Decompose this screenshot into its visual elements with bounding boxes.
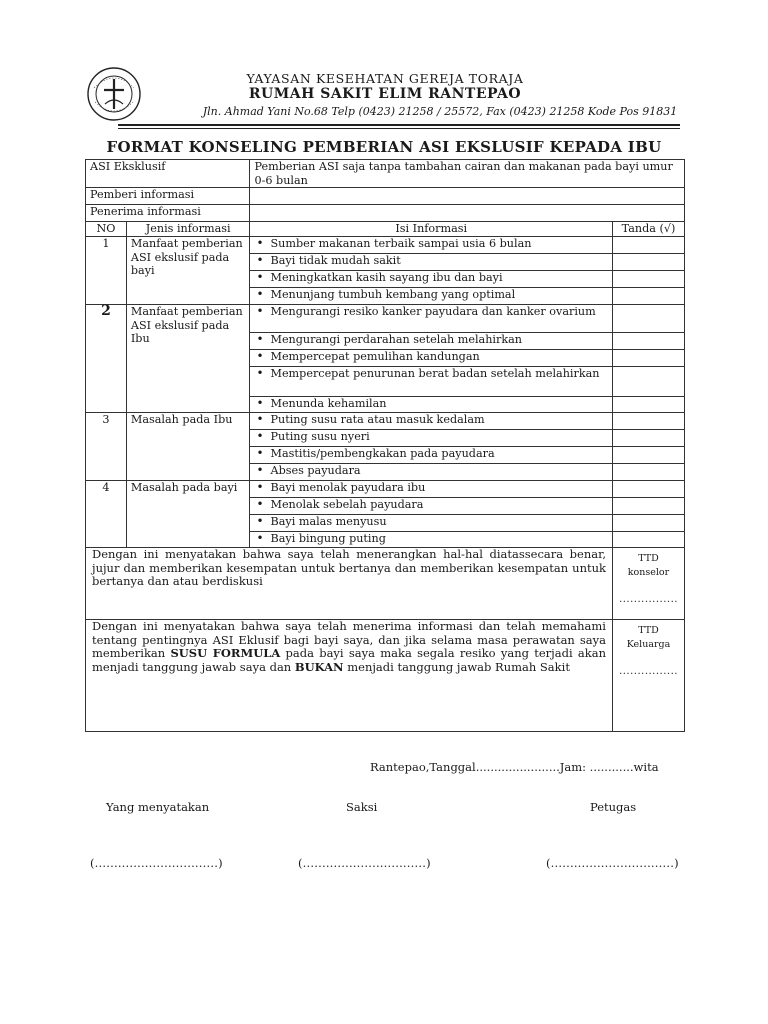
family-statement — [86, 620, 613, 732]
asi-label: ASI Eksklusif — [86, 160, 250, 188]
foundation-name: YAYASAN KESEHATAN GEREJA TORAJA — [246, 71, 524, 86]
signer-signature-line[interactable]: (................................) — [90, 856, 223, 870]
asi-definition: Pemberian ASI saja tanpa tambahan cairan dan makanan pada bayi umur 0-6 bulan — [250, 160, 685, 188]
info-item: • Bayi bingung puting — [250, 532, 613, 548]
counseling-form-table — [85, 159, 685, 732]
signature-dots: ................ — [619, 666, 678, 677]
check-cell[interactable] — [613, 333, 685, 350]
col-no: NO — [86, 222, 127, 237]
statement-text: pada bayi saya maka segala resiko yang terjadi akan menjadi tanggung jawab saya dan — [92, 646, 606, 674]
document-title: FORMAT KONSELING PEMBERIAN ASI EKSLUSIF KEPADA IBU — [106, 138, 662, 156]
check-cell[interactable] — [613, 305, 685, 333]
officer-label: Petugas — [590, 800, 637, 814]
counselor-statement: Dengan ini menyatakan bahwa saya telah menerangkan hal-hal diatassecara benar, jujur dan memberikan kesempatan untuk bertanya dan memberikan kesempatan untuk bertanya dan atau berdiskusi — [86, 548, 613, 620]
letterhead — [80, 64, 690, 132]
pemberi-label: Pemberi informasi — [86, 188, 250, 205]
check-cell[interactable] — [613, 367, 685, 397]
header-rule-thin — [118, 128, 680, 129]
penerima-field[interactable] — [250, 205, 685, 222]
check-cell[interactable] — [613, 288, 685, 305]
info-item: • Menunda kehamilan — [250, 397, 613, 413]
section-no: 3 — [86, 413, 127, 481]
col-jenis: Jenis informasi — [126, 222, 250, 237]
counselor-statement-row — [86, 548, 685, 620]
check-cell[interactable] — [613, 397, 685, 413]
info-item: • Mengurangi resiko kanker payudara dan kanker ovarium — [250, 305, 613, 333]
info-item: • Bayi menolak payudara ibu — [250, 481, 613, 498]
asi-definition-row — [86, 160, 685, 188]
pemberi-row — [86, 188, 685, 205]
statement-bold: BUKAN — [294, 659, 344, 674]
ttd-title: TTD — [638, 625, 659, 636]
family-signature-cell[interactable] — [613, 620, 685, 732]
section-jenis: Manfaat pemberian ASI ekslusif pada Ibu — [126, 305, 250, 413]
witness-signature-line[interactable]: (................................) — [298, 856, 431, 870]
penerima-label: Penerima informasi — [86, 205, 250, 222]
check-cell[interactable] — [613, 447, 685, 464]
check-cell[interactable] — [613, 430, 685, 447]
check-cell[interactable] — [613, 481, 685, 498]
counselor-signature-cell[interactable] — [613, 548, 685, 620]
info-item: • Mastitis/pembengkakan pada payudara — [250, 447, 613, 464]
statement-bold: SUSU FORMULA — [170, 646, 281, 660]
column-header-row — [86, 222, 685, 237]
table-row — [86, 305, 685, 333]
family-statement-row — [86, 620, 685, 732]
signature-dots: ................ — [619, 594, 678, 605]
check-cell[interactable] — [613, 237, 685, 254]
check-cell[interactable] — [613, 498, 685, 515]
check-cell[interactable] — [613, 413, 685, 430]
section-no: 4 — [86, 481, 127, 548]
hospital-name: RUMAH SAKIT ELIM RANTEPAO — [248, 86, 522, 102]
col-tanda: Tanda (√) — [613, 222, 685, 237]
statement-text: menjadi tanggung jawab Rumah Sakit — [343, 659, 570, 674]
section-no: 1 — [86, 237, 127, 305]
info-item: • Mempercepat pemulihan kandungan — [250, 350, 613, 367]
header-rule — [118, 124, 680, 126]
ttd-title: TTD — [638, 553, 659, 564]
check-cell[interactable] — [613, 515, 685, 532]
check-cell[interactable] — [613, 350, 685, 367]
pemberi-field[interactable] — [250, 188, 685, 205]
check-cell[interactable] — [613, 254, 685, 271]
info-item: • Mengurangi perdarahan setelah melahirkan — [250, 333, 613, 350]
info-item: • Meningkatkan kasih sayang ibu dan bayi — [250, 271, 613, 288]
check-cell[interactable] — [613, 271, 685, 288]
officer-signature-line[interactable]: (................................) — [546, 856, 679, 870]
signer-label: Yang menyatakan — [106, 800, 210, 814]
col-isi: Isi Informasi — [250, 222, 613, 237]
info-item: • Abses payudara — [250, 464, 613, 481]
check-cell[interactable] — [613, 464, 685, 481]
hospital-address: Jln. Ahmad Yani No.68 Telp (0423) 21258 / 25572, Fax (0423) 21258 Kode Pos 91831 — [202, 105, 678, 118]
table-row — [86, 413, 685, 430]
witness-label: Saksi — [346, 800, 378, 814]
date-time-line: Rantepao,Tanggal.......................Jam: ............wita — [370, 760, 659, 774]
table-row — [86, 481, 685, 498]
penerima-row — [86, 205, 685, 222]
info-item: • Menunjang tumbuh kembang yang optimal — [250, 288, 613, 305]
section-jenis: Masalah pada bayi — [126, 481, 250, 548]
info-item: • Menolak sebelah payudara — [250, 498, 613, 515]
info-item: • Sumber makanan terbaik sampai usia 6 bulan — [250, 237, 613, 254]
info-item: • Mempercepat penurunan berat badan setelah melahirkan — [250, 367, 613, 397]
check-cell[interactable] — [613, 532, 685, 548]
ttd-role: Keluarga — [626, 638, 671, 650]
ttd-role: konselor — [627, 566, 670, 578]
info-item: • Bayi malas menyusu — [250, 515, 613, 532]
section-no: 2 — [86, 305, 127, 413]
section-jenis: Manfaat pemberian ASI ekslusif pada bayi — [126, 237, 250, 305]
info-item: • Puting susu nyeri — [250, 430, 613, 447]
info-item: • Puting susu rata atau masuk kedalam — [250, 413, 613, 430]
statement-text: Dengan ini menyatakan bahwa saya telah menerima informasi dan telah memahami tentang pentingnya ASI Eklusif bagi bayi saya, dan jika selama masa perawatan saya memberikan — [92, 619, 606, 660]
table-row — [86, 237, 685, 254]
info-item: • Bayi tidak mudah sakit — [250, 254, 613, 271]
section-jenis: Masalah pada Ibu — [126, 413, 250, 481]
